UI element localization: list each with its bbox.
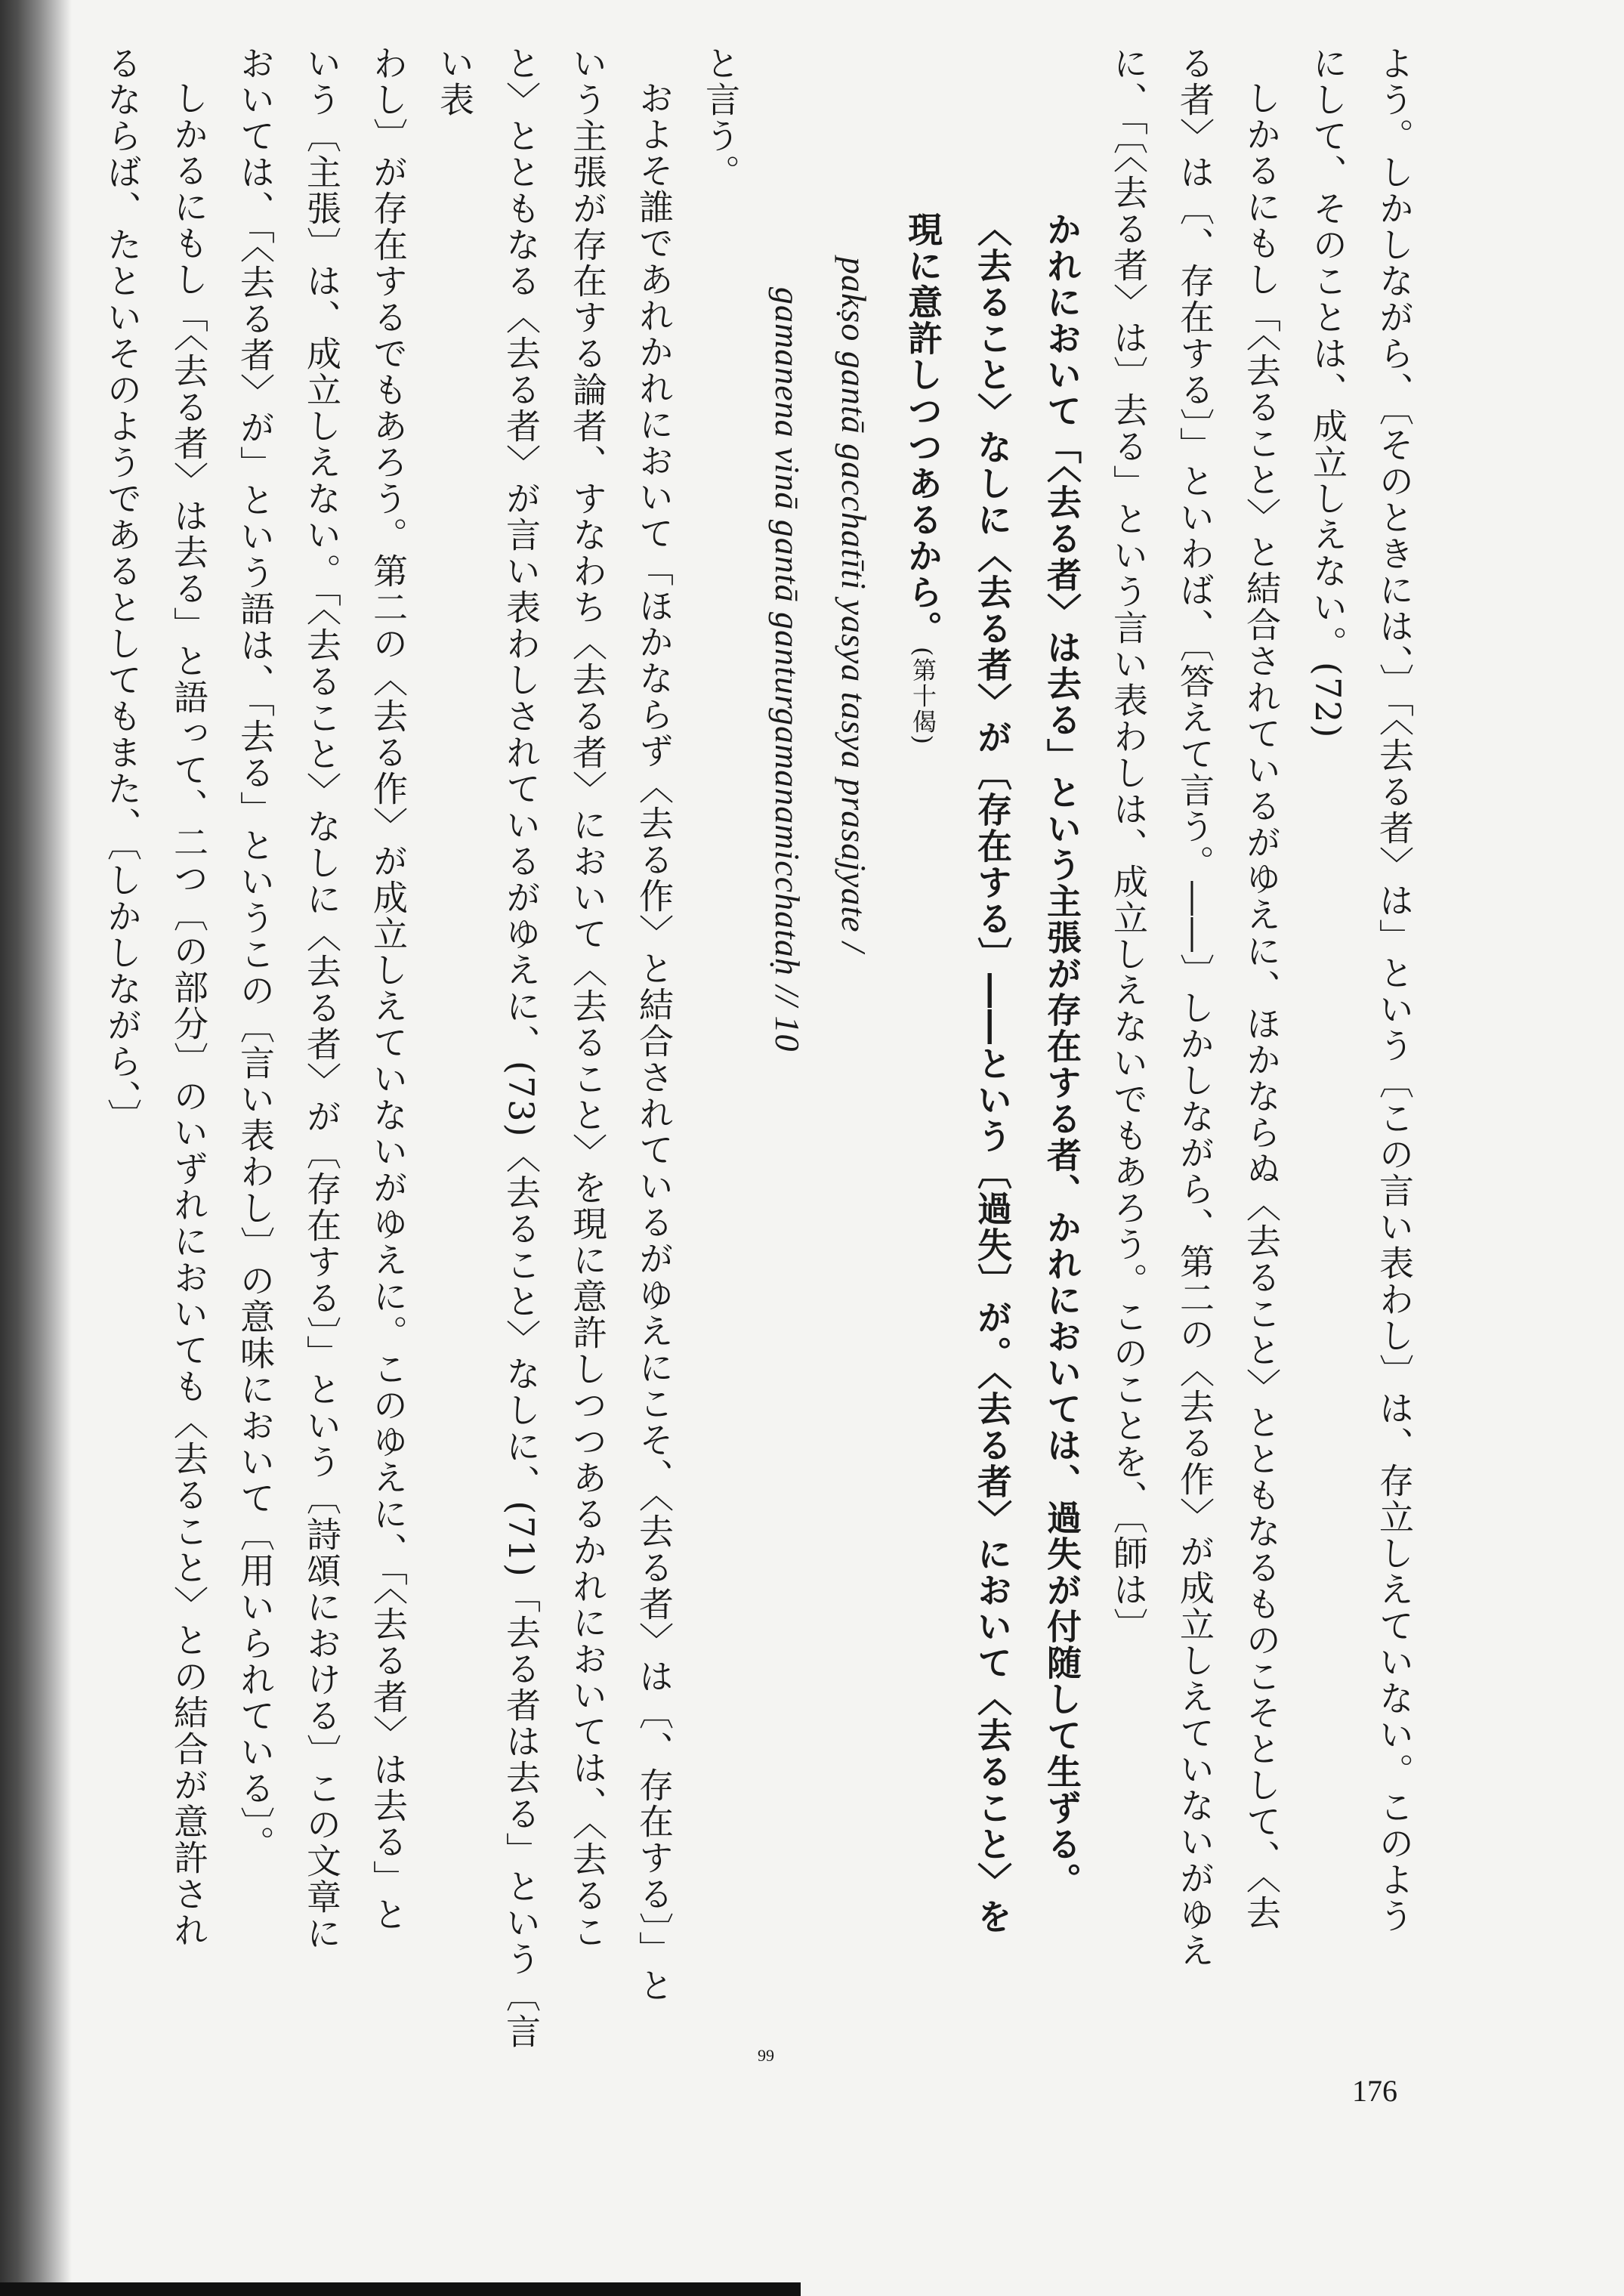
text-line: いう〔主張〕は、成立しえない。「〈去ること〉なしに〈去る者〉が〔存在する〕」という〔詩頌における〕この文章に [301, 45, 342, 1951]
verse-line: 〈去ること〉なしに〈去る者〉が〔存在する〕――という〔過失〕が。〈去る者〉において〈去ること〉を [972, 212, 1013, 1935]
text-line: にして、そのことは、成立しえない。(72) [1308, 45, 1348, 740]
verse-line: かれにおいて「〈去る者〉は去る」という主張が存在する者、かれにおいては、過失が付随して生ずる。 [1042, 212, 1082, 1899]
text-line: しかるにもし「〈去る者〉は去る」と語って、二つ〔の部分〕のいずれにおいても〈去ること〉との結合が意許され [168, 80, 209, 1948]
text-line: わし〕が存在するでもあろう。第二の〈去る作〉が成立しえていないがゆえに。このゆえに、「〈去る者〉は去る」と [368, 45, 409, 1933]
text-line: る者〉は〔、存在する〕」といわば、〔答えて言う。――〕しかしながら、第二の〈去る作〉が成立しえていないがゆえ [1175, 45, 1215, 1969]
text-line: るならば、たといそのようであるとしてもまた、〔しかしながら、〕 [102, 45, 143, 1135]
text-line: に、「〔〈去る者〉は〕去る」という言い表わしは、成立しえないでもあろう。このことを、〔師は〕 [1108, 45, 1149, 1644]
text-line: と言う。 [700, 45, 741, 190]
verse-line [887, 212, 956, 2055]
scan-bottom-edge [0, 2282, 801, 2296]
verse-text: 現に意許しつつあるから。 [903, 212, 943, 647]
page-number: 176 [1352, 2074, 1397, 2108]
vertical-text-body [38, 45, 1428, 2055]
text-line: おいては、「〈去る者〉が」という語は、「去る」というこの〔言い表わし〕の意味において〔用いられている〕。 [235, 45, 276, 1862]
sanskrit-line: gamanena vinā gantā ganturgamanamicchataḥ // 10 [768, 287, 807, 1052]
text-line: と〉とともなる〈去る者〉が言い表わしされているがゆえに、(73)〈去ること〉なしに、(71)「去る者は去る」という〔言い表 [434, 45, 542, 2050]
text-line: いう主張が存在する論者、すなわち〈去る者〉において〈去ること〉を現に意許しつつあるかれにおいては、〈去るこ [567, 45, 608, 1950]
corner-mark: 99 [758, 2046, 774, 2065]
text-line: よう。しかしながら、〔そのときには、〕「〈去る者〉は」という〔この言い表わし〕は、存立しえていない。このよう [1374, 45, 1415, 1934]
sanskrit-line: pakṣo gantā gacchatīti yasya tasya prasajyate / [835, 257, 873, 953]
text-line: およそ誰であれかれにおいて「ほかならず〈去る作〉と結合されているがゆえにこそ、〈去る者〉は〔、存在する〕」と [634, 80, 675, 2004]
verse-number: (第十偈) [909, 647, 937, 746]
text-line: しかるにもし「〈去ること〉と結合されているがゆえに、ほかならぬ〈去ること〉とともなるものこそとして、〈去 [1241, 80, 1282, 1931]
